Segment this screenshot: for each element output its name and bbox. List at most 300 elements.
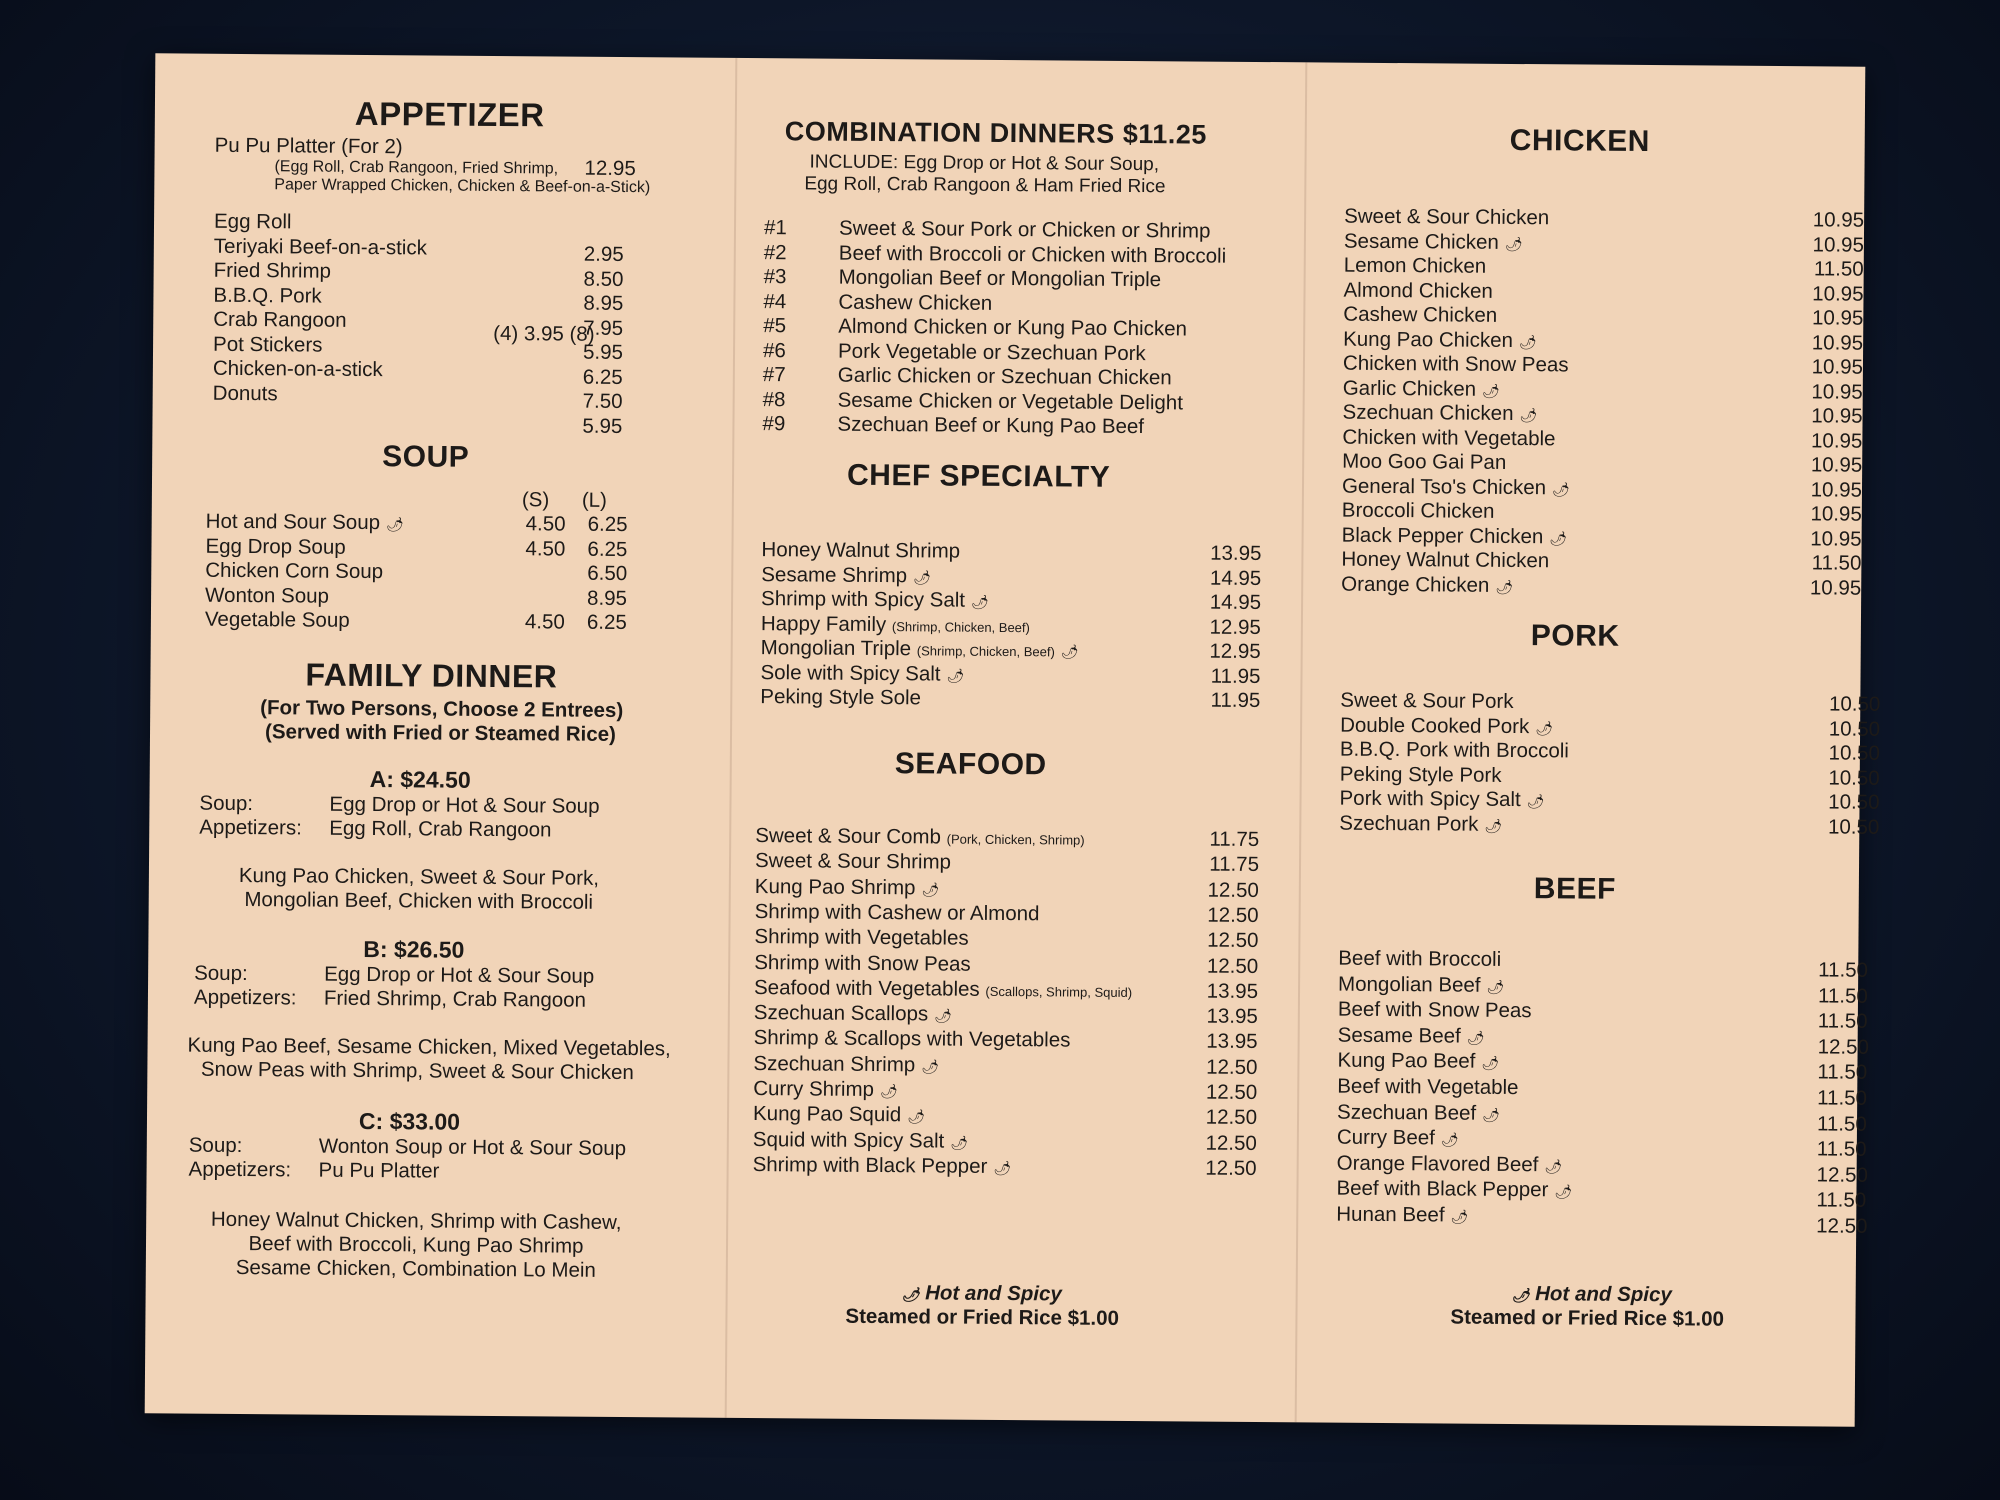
menu-paper xyxy=(145,53,1881,1426)
item-name: Szechuan Chicken 🌶 xyxy=(1342,400,1538,425)
item-name: Hot and Sour Soup 🌶 xyxy=(205,509,404,535)
item-price: 12.50 xyxy=(1206,1055,1258,1079)
item-price: 10.50 xyxy=(1827,814,1880,839)
item-name: B.B.Q. Pork with Broccoli xyxy=(1339,737,1570,763)
item-price: 12.95 xyxy=(1209,639,1261,664)
hot-and-spicy-legend: 🌶 Hot and Spicy xyxy=(901,1281,1062,1306)
seafood-item xyxy=(755,900,1259,928)
item-name: Hunan Beef 🌶 xyxy=(1336,1202,1469,1227)
appetizers-label: Appetizers: xyxy=(199,815,302,840)
beef-item xyxy=(1337,1075,1857,1104)
combo-desc: Cashew Chicken xyxy=(838,290,993,315)
family-c-title: C: $33.00 xyxy=(358,1107,461,1135)
item-price: 11.50 xyxy=(1817,1009,1868,1033)
seafood-item xyxy=(753,1077,1257,1105)
combo-desc: Beef with Broccoli or Chicken with Broccoli xyxy=(838,241,1227,268)
fold-line xyxy=(1295,62,1308,1422)
item-price: 11.50 xyxy=(1816,1111,1867,1136)
pot-stickers-sizes: (4) 3.95 (8) xyxy=(493,321,595,346)
beef-item xyxy=(1337,1151,1857,1180)
family-b-entrees: Snow Peas with Shrimp, Sweet & Sour Chicken xyxy=(200,1057,634,1085)
item-price: 12.50 xyxy=(1817,1035,1870,1059)
chili-icon: 🌶 xyxy=(1486,978,1505,995)
item-name: Szechuan Pork 🌶 xyxy=(1339,811,1503,836)
chef-specialty-item xyxy=(760,685,1260,713)
item-name: Black Pepper Chicken 🌶 xyxy=(1341,523,1568,548)
price-large: 6.50 xyxy=(587,561,628,586)
combination-item xyxy=(763,314,1243,342)
family-dinner-sub: (For Two Persons, Choose 2 Entrees) xyxy=(260,696,624,723)
item-note: (Scallops, Shrimp, Squid) xyxy=(985,983,1133,1000)
chili-icon: 🌶 xyxy=(1484,817,1503,834)
price-small: 4.50 xyxy=(525,536,566,561)
item-name: Crab Rangoon xyxy=(213,307,347,332)
item-price: 10.50 xyxy=(1828,716,1881,741)
item-price: 12.50 xyxy=(1205,1156,1257,1180)
item-note: (Shrimp, Chicken, Beef) xyxy=(891,618,1030,635)
chili-icon: 🌶 xyxy=(934,1007,953,1024)
item-note: (Shrimp, Chicken, Beef) xyxy=(916,643,1055,660)
family-b-title: B: $26.50 xyxy=(363,935,465,963)
chicken-heading: CHICKEN xyxy=(1509,123,1651,159)
combination-item xyxy=(764,216,1244,244)
item-price: 11.50 xyxy=(1811,551,1862,575)
item-name: Chicken with Snow Peas xyxy=(1342,351,1569,377)
item-price: 12.50 xyxy=(1205,1080,1258,1104)
chili-icon: 🌶 xyxy=(879,1083,898,1100)
item-price: 13.95 xyxy=(1206,1029,1258,1054)
combination-includes: INCLUDE: Egg Drop or Hot & Sour Soup, xyxy=(809,151,1160,176)
chili-icon: 🌶 xyxy=(970,593,989,610)
chili-icon: 🌶 xyxy=(1440,1131,1459,1148)
item-price: 11.75 xyxy=(1209,852,1260,877)
chili-icon: 🌶 xyxy=(1495,578,1514,595)
item-price: 13.95 xyxy=(1210,541,1262,566)
item-name: General Tso's Chicken 🌶 xyxy=(1341,474,1570,499)
item-price: 7.50 xyxy=(582,389,623,413)
combo-desc: Garlic Chicken or Szechuan Chicken xyxy=(837,363,1172,390)
combo-number: #1 xyxy=(763,216,787,240)
item-price: 14.95 xyxy=(1209,590,1262,615)
item-name: Curry Shrimp 🌶 xyxy=(753,1077,898,1101)
rice-note: Steamed or Fried Rice $1.00 xyxy=(1450,1305,1725,1331)
family-b-entrees: Kung Pao Beef, Sesame Chicken, Mixed Vegetables, xyxy=(187,1033,671,1061)
chili-icon: 🌶 xyxy=(1552,480,1570,497)
chili-icon: 🌶 xyxy=(1482,1106,1500,1123)
beef-list xyxy=(1336,947,1858,1231)
item-price: 13.95 xyxy=(1206,1004,1258,1029)
item-name: Sweet & Sour Pork xyxy=(1340,688,1514,713)
item-name: Double Cooked Pork 🌶 xyxy=(1340,713,1554,738)
chili-icon: 🌶 xyxy=(1511,1286,1530,1304)
item-name: Peking Style Pork xyxy=(1339,762,1502,787)
price-small: 4.50 xyxy=(525,512,566,536)
item-name: Peking Style Sole xyxy=(760,685,922,710)
appetizers-label: Appetizers: xyxy=(188,1157,292,1182)
price-large: 8.95 xyxy=(587,586,628,610)
item-name: Lemon Chicken xyxy=(1343,253,1487,278)
item-price: 11.75 xyxy=(1209,827,1260,851)
combo-number: #9 xyxy=(762,412,786,436)
item-name: Pork with Spicy Salt 🌶 xyxy=(1339,786,1545,812)
chili-icon: 🌶 xyxy=(1504,235,1523,252)
chili-icon: 🌶 xyxy=(921,880,940,898)
seafood-item xyxy=(754,951,1258,979)
item-name: Shrimp & Scallops with Vegetables xyxy=(753,1026,1071,1052)
item-price: 12.50 xyxy=(1816,1163,1869,1187)
beef-item xyxy=(1336,1203,1856,1232)
soup-item xyxy=(205,608,625,636)
chili-icon: 🌶 xyxy=(1544,1158,1563,1175)
appetizer-list xyxy=(213,210,615,413)
pupu-platter-name: Pu Pu Platter (For 2) xyxy=(214,133,403,159)
item-name: Sesame Beef 🌶 xyxy=(1337,1023,1485,1048)
item-name: Shrimp with Snow Peas xyxy=(754,950,971,976)
chili-icon: 🌶 xyxy=(913,568,931,585)
chili-icon: 🌶 xyxy=(1518,333,1537,350)
combination-item xyxy=(764,265,1244,293)
combination-item xyxy=(763,339,1243,367)
item-name: Chicken-on-a-stick xyxy=(212,356,383,382)
appetizer-item xyxy=(214,234,614,262)
chef-specialty-list xyxy=(760,538,1261,722)
family-c-entrees: Honey Walnut Chicken, Shrimp with Cashew, xyxy=(210,1207,622,1235)
appetizer-prices xyxy=(582,243,623,439)
item-name: Broccoli Chicken xyxy=(1341,498,1495,523)
combo-desc: Pork Vegetable or Szechuan Pork xyxy=(837,339,1146,365)
item-name: Teriyaki Beef-on-a-stick xyxy=(213,234,427,259)
chili-icon: 🌶 xyxy=(993,1159,1012,1176)
seafood-item xyxy=(755,875,1259,903)
item-name: Beef with Black Pepper 🌶 xyxy=(1336,1177,1573,1202)
beef-item xyxy=(1336,1177,1856,1206)
family-a-title: A: $24.50 xyxy=(369,766,471,793)
item-price: 12.50 xyxy=(1816,1214,1868,1238)
item-name: Egg Roll xyxy=(213,209,292,234)
item-price: 10.95 xyxy=(1811,306,1864,330)
chili-icon: 🌶 xyxy=(1549,529,1568,546)
item-price: 6.25 xyxy=(582,365,623,389)
center-panel xyxy=(752,58,1276,1422)
family-a-entrees: Kung Pao Chicken, Sweet & Sour Pork, xyxy=(238,863,600,890)
item-name: Beef with Broccoli xyxy=(1338,946,1502,971)
item-name: Garlic Chicken 🌶 xyxy=(1342,376,1500,401)
beef-item xyxy=(1338,1023,1858,1052)
combo-number: #2 xyxy=(763,240,787,264)
price-large: 6.25 xyxy=(587,537,628,561)
combo-desc: Sesame Chicken or Vegetable Delight xyxy=(837,388,1184,414)
soup-col-large: (L) xyxy=(581,488,608,512)
combo-number: #6 xyxy=(762,338,786,362)
item-price: 12.50 xyxy=(1205,1131,1257,1155)
item-name: Fried Shrimp xyxy=(213,258,332,283)
price-small: 4.50 xyxy=(524,610,565,634)
item-price: 12.50 xyxy=(1205,1105,1258,1130)
chili-icon: 🌶 xyxy=(946,667,965,684)
item-name: Donuts xyxy=(212,381,278,405)
item-price: 14.95 xyxy=(1209,566,1262,590)
item-price: 11.50 xyxy=(1816,1188,1867,1213)
item-name: Happy Family (Shrimp, Chicken, Beef) xyxy=(760,611,1030,636)
item-name: Mongolian Beef 🌶 xyxy=(1338,972,1505,997)
item-price: 10.95 xyxy=(1810,502,1862,526)
family-c-entrees: Sesame Chicken, Combination Lo Mein xyxy=(235,1255,596,1282)
item-price: 10.95 xyxy=(1810,428,1863,453)
item-name: Sweet & Sour Shrimp xyxy=(754,849,952,874)
appetizer-item xyxy=(214,259,614,287)
item-name: Honey Walnut Shrimp xyxy=(761,538,961,563)
seafood-list xyxy=(753,824,1260,1178)
item-name: Beef with Snow Peas xyxy=(1337,997,1532,1023)
family-c-appetizers: Pu Pu Platter xyxy=(318,1158,440,1183)
chili-icon: 🌶 xyxy=(1466,1029,1485,1046)
item-price: 11.50 xyxy=(1817,1060,1868,1085)
beef-prices xyxy=(1816,958,1878,1238)
pupu-platter-desc: (Egg Roll, Crab Rangoon, Fried Shrimp, xyxy=(274,158,559,178)
item-price: 12.50 xyxy=(1207,928,1259,953)
combination-item xyxy=(764,241,1244,269)
item-name: Shrimp with Vegetables xyxy=(754,925,969,950)
soup-label: Soup: xyxy=(188,1133,243,1158)
hot-and-spicy-legend: 🌶 Hot and Spicy xyxy=(1511,1282,1672,1307)
seafood-item xyxy=(754,925,1258,953)
soup-label: Soup: xyxy=(199,791,254,816)
item-price: 5.95 xyxy=(582,340,624,364)
family-c-soup: Wonton Soup or Hot & Sour Soup xyxy=(318,1134,627,1161)
combination-includes: Egg Roll, Crab Rangoon & Ham Fried Rice xyxy=(804,173,1166,198)
item-price: 10.50 xyxy=(1828,790,1880,814)
soup-heading: SOUP xyxy=(382,440,470,474)
item-price: 10.95 xyxy=(1810,477,1863,502)
beef-item xyxy=(1338,972,1858,1001)
combo-number: #7 xyxy=(762,363,786,387)
item-price: 12.50 xyxy=(1207,903,1259,927)
combo-desc: Sweet & Sour Pork or Chicken or Shrimp xyxy=(838,216,1211,243)
item-price: 12.50 xyxy=(1207,878,1259,902)
seafood-heading: SEAFOOD xyxy=(894,747,1047,782)
soup-item xyxy=(205,534,628,562)
pupu-platter-desc: Paper Wrapped Chicken, Chicken & Beef-on-a-Stick) xyxy=(274,176,651,197)
item-price: 12.95 xyxy=(1209,615,1261,639)
item-name: Beef with Vegetable xyxy=(1337,1074,1519,1100)
combination-list xyxy=(762,216,1244,445)
chili-icon: 🌶 xyxy=(1481,382,1500,399)
chili-icon: 🌶 xyxy=(1526,793,1545,810)
seafood-item xyxy=(754,1026,1258,1054)
combination-item xyxy=(763,363,1243,391)
chef-specialty-heading: CHEF SPECIALTY xyxy=(846,458,1111,494)
combination-item xyxy=(763,290,1243,318)
beef-item xyxy=(1338,998,1858,1027)
chili-icon: 🌶 xyxy=(1535,719,1554,736)
chili-icon: 🌶 xyxy=(385,516,404,533)
item-name: Almond Chicken xyxy=(1343,278,1493,303)
item-price: 10.50 xyxy=(1828,741,1881,765)
chili-icon: 🌶 xyxy=(901,1286,920,1303)
combination-item xyxy=(763,388,1243,416)
pork-heading: PORK xyxy=(1530,619,1620,653)
item-price: 10.95 xyxy=(1810,526,1862,551)
item-price: 10.50 xyxy=(1828,692,1881,716)
item-name: Squid with Spicy Salt 🌶 xyxy=(752,1127,969,1153)
item-name: Mongolian Triple (Shrimp, Chicken, Beef) 🌶 xyxy=(760,636,1079,661)
seafood-item xyxy=(754,1001,1258,1029)
price-large: 6.25 xyxy=(586,610,627,635)
seafood-item xyxy=(753,1102,1257,1130)
family-a-entrees: Mongolian Beef, Chicken with Broccoli xyxy=(244,888,594,914)
fold-line xyxy=(725,58,738,1418)
appetizer-heading: APPETIZER xyxy=(354,94,545,134)
appetizer-item xyxy=(214,210,614,238)
soup-label: Soup: xyxy=(194,961,248,986)
family-c-entrees: Beef with Broccoli, Kung Pao Shrimp xyxy=(248,1232,584,1258)
item-price: 11.50 xyxy=(1816,1137,1867,1161)
combo-desc: Almond Chicken or Kung Pao Chicken xyxy=(838,314,1188,341)
item-name: Honey Walnut Chicken xyxy=(1341,547,1550,573)
family-dinner-sub: (Served with Fried or Steamed Rice) xyxy=(264,720,616,746)
item-name: Kung Pao Chicken 🌶 xyxy=(1343,327,1537,352)
item-price: 10.95 xyxy=(1809,575,1862,600)
item-price: 5.95 xyxy=(582,414,623,438)
item-name: Moo Goo Gai Pan xyxy=(1342,449,1507,474)
item-name: Pot Stickers xyxy=(212,332,323,357)
item-price: 11.50 xyxy=(1818,958,1869,982)
combo-desc: Mongolian Beef or Mongolian Triple xyxy=(838,265,1162,292)
item-price: 10.95 xyxy=(1811,355,1864,379)
appetizers-label: Appetizers: xyxy=(193,985,297,1010)
item-name: Shrimp with Spicy Salt 🌶 xyxy=(761,587,989,612)
rice-note: Steamed or Fried Rice $1.00 xyxy=(845,1304,1120,1330)
chili-icon: 🌶 xyxy=(907,1108,926,1125)
item-name: Kung Pao Beef 🌶 xyxy=(1337,1049,1500,1074)
combo-number: #8 xyxy=(762,387,786,411)
family-b-appetizers: Fried Shrimp, Crab Rangoon xyxy=(323,986,587,1012)
seafood-item xyxy=(755,849,1259,877)
right-panel xyxy=(1325,63,1881,1427)
family-a-appetizers: Egg Roll, Crab Rangoon xyxy=(329,816,552,842)
appetizer-item xyxy=(213,283,613,311)
item-name: Egg Drop Soup xyxy=(205,534,346,559)
item-note: (Pork, Chicken, Shrimp) xyxy=(946,831,1085,848)
chili-icon: 🌶 xyxy=(1554,1183,1573,1200)
item-price: 8.50 xyxy=(583,267,624,291)
chili-icon: 🌶 xyxy=(1450,1208,1469,1225)
item-price: 8.95 xyxy=(583,291,624,315)
appetizer-item xyxy=(213,357,613,385)
combo-number: #3 xyxy=(763,265,787,289)
item-price: 10.50 xyxy=(1828,765,1880,790)
item-name: Kung Pao Squid 🌶 xyxy=(752,1102,926,1127)
combo-number: #5 xyxy=(763,314,787,338)
item-name: Chicken Corn Soup xyxy=(205,558,384,584)
item-price: 13.95 xyxy=(1206,979,1259,1003)
item-price: 11.50 xyxy=(1817,1086,1868,1110)
combination-heading: COMBINATION DINNERS $11.25 xyxy=(784,116,1207,150)
family-b-soup: Egg Drop or Hot & Sour Soup xyxy=(324,962,595,988)
item-price: 7.95 xyxy=(583,316,624,340)
item-name: Szechuan Shrimp 🌶 xyxy=(753,1051,940,1076)
soup-col-small: (S) xyxy=(521,488,550,512)
item-name: Seafood with Vegetables (Scallops, Shrimp, Squid) xyxy=(753,975,1133,1001)
beef-item xyxy=(1337,1049,1857,1078)
seafood-item xyxy=(754,976,1258,1004)
chili-icon: 🌶 xyxy=(1060,643,1079,660)
pork-list xyxy=(1339,689,1880,843)
item-price: 11.50 xyxy=(1817,983,1868,1008)
chicken-list xyxy=(1341,205,1864,609)
soup-item xyxy=(205,583,628,611)
left-panel xyxy=(185,54,706,1418)
item-name: Sesame Chicken 🌶 xyxy=(1343,229,1523,254)
combo-desc: Szechuan Beef or Kung Pao Beef xyxy=(837,412,1145,439)
item-price: 10.95 xyxy=(1812,208,1865,232)
item-price: 10.95 xyxy=(1811,379,1863,404)
chili-icon: 🌶 xyxy=(1519,407,1538,424)
family-a-soup: Egg Drop or Hot & Sour Soup xyxy=(329,792,600,818)
chili-icon: 🌶 xyxy=(1481,1055,1500,1072)
seafood-item xyxy=(753,1052,1257,1080)
item-name: Cashew Chicken xyxy=(1343,302,1498,327)
item-name: Sweet & Sour Comb (Pork, Chicken, Shrimp) xyxy=(755,824,1085,849)
item-name: B.B.Q. Pork xyxy=(213,283,322,308)
price-large: 6.25 xyxy=(587,512,628,537)
item-name: Chicken with Vegetable xyxy=(1342,425,1556,450)
combo-number: #4 xyxy=(763,289,787,313)
item-price: 11.50 xyxy=(1813,257,1864,281)
item-name: Kung Pao Shrimp 🌶 xyxy=(754,874,940,899)
item-price: 11.95 xyxy=(1210,688,1261,713)
item-name: Wonton Soup xyxy=(205,583,330,608)
soup-list xyxy=(205,510,626,643)
soup-item xyxy=(205,558,628,587)
item-name: Szechuan Beef 🌶 xyxy=(1337,1100,1500,1125)
item-price: 2.95 xyxy=(583,242,624,266)
chicken-item xyxy=(1341,572,1861,601)
seafood-item xyxy=(755,824,1259,852)
item-price: 10.95 xyxy=(1812,232,1865,257)
beef-heading: BEEF xyxy=(1533,872,1616,906)
item-name: Sweet & Sour Chicken xyxy=(1344,204,1550,230)
seafood-item xyxy=(753,1128,1257,1156)
item-name: Orange Flavored Beef 🌶 xyxy=(1336,1151,1563,1176)
pupu-platter-price: 12.95 xyxy=(584,156,636,181)
family-dinner-heading: FAMILY DINNER xyxy=(305,656,558,695)
item-price: 10.95 xyxy=(1812,281,1864,306)
beef-item xyxy=(1337,1100,1857,1129)
item-name: Sole with Spicy Salt 🌶 xyxy=(760,660,965,685)
soup-item xyxy=(206,510,626,538)
item-name: Orange Chicken 🌶 xyxy=(1341,572,1514,597)
seafood-item xyxy=(753,1153,1257,1181)
item-name: Sesame Shrimp 🌶 xyxy=(761,562,931,587)
item-price: 12.50 xyxy=(1206,954,1259,978)
pork-item xyxy=(1339,811,1879,840)
item-name: Shrimp with Black Pepper 🌶 xyxy=(752,1152,1012,1178)
item-price: 10.95 xyxy=(1810,453,1863,477)
item-price: 10.95 xyxy=(1811,330,1864,355)
appetizer-item xyxy=(213,381,613,409)
item-name: Szechuan Scallops 🌶 xyxy=(753,1001,953,1026)
item-name: Shrimp with Cashew or Almond xyxy=(754,899,1040,926)
item-name: Vegetable Soup xyxy=(204,607,350,632)
item-name: Curry Beef 🌶 xyxy=(1336,1125,1459,1150)
beef-item xyxy=(1338,947,1858,976)
combination-item xyxy=(762,412,1242,440)
item-price: 11.95 xyxy=(1210,664,1261,688)
chili-icon: 🌶 xyxy=(921,1058,940,1075)
chili-icon: 🌶 xyxy=(950,1134,969,1151)
item-price: 10.95 xyxy=(1811,404,1863,428)
